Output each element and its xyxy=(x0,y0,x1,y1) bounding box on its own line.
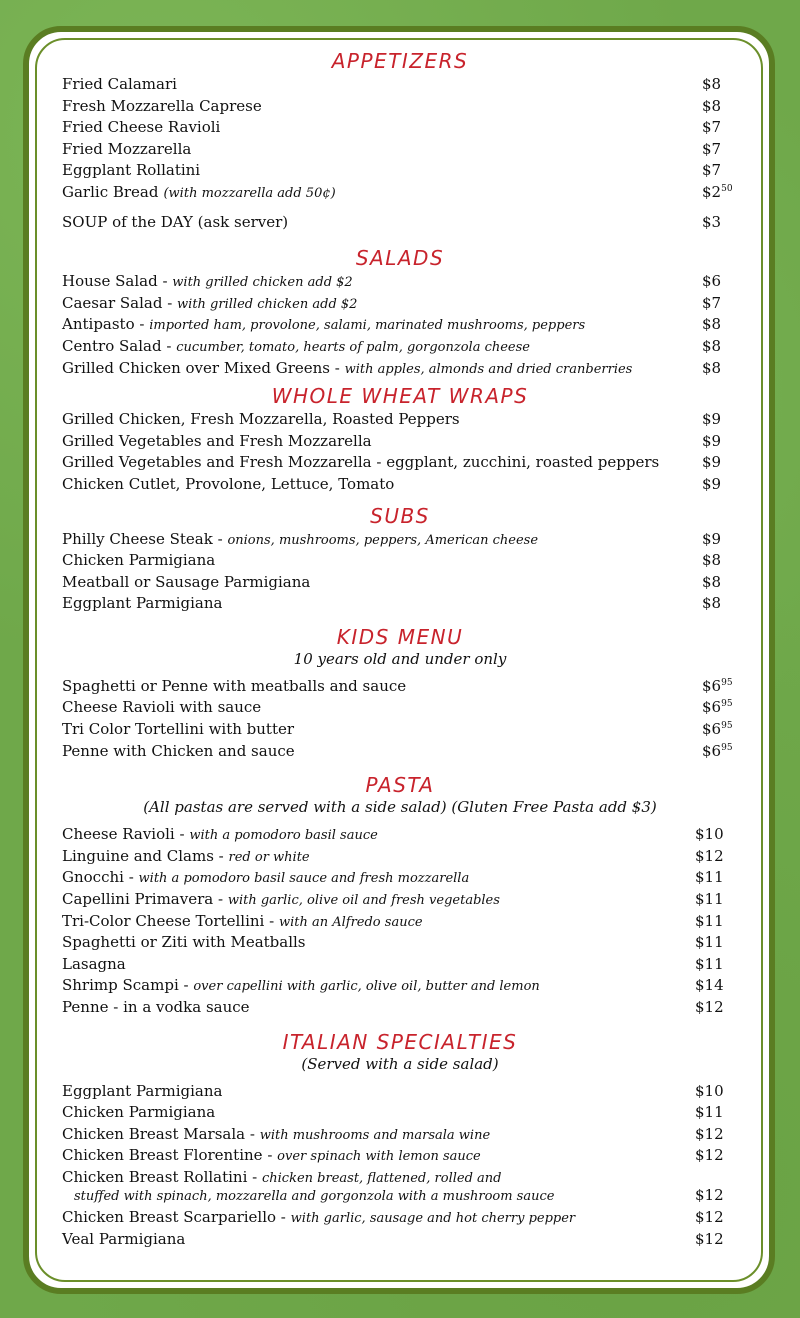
menu-item-description: with garlic, olive oil and fresh vegetables xyxy=(227,893,500,909)
menu-item-price xyxy=(695,1145,738,1167)
appetizers-heading: APPETIZERS xyxy=(331,49,469,73)
menu-item-name: Penne with Chicken and sauce xyxy=(62,741,295,760)
menu-item-price-value: $10 xyxy=(695,825,724,844)
menu-item-price xyxy=(695,932,738,954)
menu-item-price-value: $12 xyxy=(695,1185,724,1204)
menu-item-price xyxy=(702,593,738,615)
menu-item-price-value: $7 xyxy=(702,118,722,137)
menu-item-description: with an Alfredo sauce xyxy=(278,914,423,930)
menu-item-price-value: $11 xyxy=(695,868,724,887)
menu-item-row xyxy=(62,1102,738,1124)
menu-item-price xyxy=(702,117,738,139)
menu-item-row xyxy=(62,997,738,1019)
menu-item-row xyxy=(62,846,738,868)
menu-item-price-cents: 95 xyxy=(721,742,733,753)
menu-item-row xyxy=(62,911,738,933)
menu-item-name: Chicken Breast Rollatini - xyxy=(62,1167,262,1186)
menu-item-price-value: $9 xyxy=(702,529,722,548)
menu-item-description: chicken breast, flattened, rolled and xyxy=(262,1170,502,1186)
menu-item-name: Meatball or Sausage Parmigiana xyxy=(62,572,311,591)
menu-item-description: with grilled chicken add $2 xyxy=(177,296,358,312)
menu-item-name: Centro Salad - xyxy=(62,336,177,355)
menu-item-description: with grilled chicken add $2 xyxy=(172,275,353,291)
menu-item-row xyxy=(62,1145,738,1167)
menu-item-price xyxy=(702,697,738,719)
menu-item-name: Antipasto - xyxy=(62,315,150,334)
menu-item-row xyxy=(62,431,738,453)
menu-item-price-cents: 95 xyxy=(721,721,733,732)
menu-item-row xyxy=(62,593,738,615)
menu-item-row xyxy=(62,867,738,889)
menu-item-row xyxy=(62,697,738,719)
menu-item-price-value: $12 xyxy=(695,1229,724,1248)
menu-item-name: Chicken Breast Scarpariello - xyxy=(62,1207,291,1226)
menu-item-price-value: $6 xyxy=(702,741,722,760)
menu-item-name: Caesar Salad - xyxy=(62,293,178,312)
menu-item-price-value: $11 xyxy=(695,1103,724,1122)
menu-item-price xyxy=(702,96,738,118)
menu-item-price-value: $9 xyxy=(702,474,722,493)
menu-item-price xyxy=(695,1229,738,1251)
menu-content xyxy=(62,48,738,1250)
menu-item-price xyxy=(695,1102,738,1124)
menu-item-price-value: $8 xyxy=(702,572,722,591)
menu-item-price xyxy=(702,676,738,698)
menu-item-price-value: $12 xyxy=(695,846,724,865)
menu-item-row xyxy=(62,932,738,954)
menu-item-description: onions, mushrooms, peppers, American cheese xyxy=(227,532,539,548)
menu-item-price xyxy=(702,572,738,594)
menu-item-price-value: $11 xyxy=(695,890,724,909)
menu-item-price xyxy=(695,954,738,976)
menu-item-price-value: $11 xyxy=(695,954,724,973)
menu-item-row xyxy=(62,117,738,139)
menu-item-price xyxy=(702,271,738,293)
menu-item-row xyxy=(62,719,738,741)
menu-item-price-value: $6 xyxy=(702,698,722,717)
menu-item-price-value: $8 xyxy=(702,315,722,334)
menu-item-name: Cheese Ravioli - xyxy=(62,825,190,844)
menu-item-name: Veal Parmigiana xyxy=(62,1229,186,1248)
menu-item-name: Garlic Bread xyxy=(62,182,159,201)
menu-item-row xyxy=(62,676,738,698)
specialties-subtitle: (Served with a side salad) xyxy=(301,1054,499,1073)
menu-item-price xyxy=(702,139,738,161)
menu-item-row xyxy=(62,74,738,96)
menu-item-price-value: $8 xyxy=(702,75,722,93)
menu-item-row xyxy=(62,529,738,551)
wraps-section xyxy=(62,383,738,495)
menu-item-description: cucumber, tomato, hearts of palm, gorgonzola cheese xyxy=(176,339,530,355)
soup-name: SOUP of the DAY (ask server) xyxy=(62,212,289,231)
menu-item-price-value: $7 xyxy=(702,293,722,312)
specialties-list xyxy=(62,1081,738,1251)
menu-item-price xyxy=(695,889,738,911)
pasta-subtitle: (All pastas are served with a side salad) (Gluten Free Pasta add $3) xyxy=(143,798,657,817)
menu-item-name: Chicken Breast Marsala - xyxy=(62,1124,260,1143)
menu-item-row xyxy=(62,96,738,118)
menu-item-row xyxy=(62,139,738,161)
menu-item-price xyxy=(702,719,738,741)
menu-item-name: Eggplant Parmigiana xyxy=(62,1081,223,1100)
menu-item-price-value: $12 xyxy=(695,1207,724,1226)
menu-item-price xyxy=(702,474,738,496)
menu-item-row xyxy=(62,336,738,358)
menu-item-price-value: $6 xyxy=(702,720,722,739)
menu-item-name: Grilled Vegetables and Fresh Mozzarella - eggplant, zucchini, roasted peppers xyxy=(62,453,660,472)
menu-item-name: Tri Color Tortellini with butter xyxy=(62,720,295,739)
soup-price: $3 xyxy=(702,212,722,231)
salads-heading: SALADS xyxy=(355,246,445,271)
menu-item-price-value: $14 xyxy=(695,976,724,995)
menu-item-price xyxy=(702,74,738,96)
menu-item-name: Gnocchi - xyxy=(62,868,139,887)
menu-item-name: Fried Mozzarella xyxy=(62,139,192,158)
menu-item-price-cents: 95 xyxy=(721,699,733,710)
menu-item-price-value: $8 xyxy=(702,358,722,377)
menu-item-name: Fried Calamari xyxy=(62,75,177,93)
menu-item-row xyxy=(62,409,738,431)
menu-item-price xyxy=(695,1081,738,1103)
pasta-heading: PASTA xyxy=(365,773,435,798)
pasta-section xyxy=(62,772,738,1018)
menu-item-description: with mushrooms and marsala wine xyxy=(259,1127,491,1143)
menu-item-price xyxy=(702,160,738,182)
menu-item-price xyxy=(702,409,738,431)
menu-item-row xyxy=(62,824,738,846)
menu-item-row xyxy=(62,889,738,911)
menu-item-price xyxy=(702,336,738,358)
menu-item-price xyxy=(695,911,738,933)
menu-item-name: Chicken Breast Florentine - xyxy=(62,1146,278,1165)
menu-item-name: Grilled Chicken, Fresh Mozzarella, Roasted Peppers xyxy=(62,410,460,429)
menu-item-description: with apples, almonds and dried cranberries xyxy=(344,361,633,377)
menu-item-name: Spaghetti or Penne with meatballs and sauce xyxy=(62,676,407,695)
menu-item-row xyxy=(62,1081,738,1103)
menu-item-price xyxy=(695,1207,738,1229)
menu-item-description: imported ham, provolone, salami, marinated mushrooms, peppers xyxy=(149,318,586,334)
menu-item-name: Shrimp Scampi - xyxy=(62,976,194,995)
menu-item-row xyxy=(62,550,738,572)
menu-item-name: Chicken Cutlet, Provolone, Lettuce, Tomato xyxy=(62,474,395,493)
wraps-list xyxy=(62,409,738,495)
menu-item-price xyxy=(695,867,738,889)
menu-item-price xyxy=(695,846,738,868)
menu-item-row xyxy=(62,741,738,763)
menu-item-price xyxy=(702,741,738,763)
soup-row xyxy=(62,212,738,234)
menu-item-row xyxy=(62,975,738,997)
specialties-section xyxy=(62,1029,738,1251)
menu-item-price xyxy=(702,293,738,315)
menu-item-price xyxy=(702,182,738,204)
menu-item-price-value: $6 xyxy=(702,272,722,291)
menu-item-price-value: $6 xyxy=(702,676,722,695)
kids-section xyxy=(62,624,738,762)
menu-item-name: Chicken Parmigiana xyxy=(62,1103,216,1122)
subs-heading: SUBS xyxy=(370,503,430,528)
menu-item-row xyxy=(62,271,738,293)
appetizers-section xyxy=(62,48,738,233)
menu-item-price-value: $2 xyxy=(702,182,722,201)
menu-item-description: with a pomodoro basil sauce xyxy=(189,828,378,844)
menu-item-row xyxy=(62,293,738,315)
salads-list xyxy=(62,271,738,379)
menu-item-row xyxy=(62,572,738,594)
menu-item-row xyxy=(62,1229,738,1251)
menu-item-price xyxy=(695,997,738,1019)
menu-item-price xyxy=(695,1124,738,1146)
salads-section xyxy=(62,245,738,379)
menu-item-name: Chicken Parmigiana xyxy=(62,551,216,570)
menu-item-price-value: $12 xyxy=(695,1124,724,1143)
menu-item-price-cents: 95 xyxy=(721,677,733,688)
menu-item-name: Cheese Ravioli with sauce xyxy=(62,698,262,717)
pasta-list xyxy=(62,824,738,1018)
menu-item-price-value: $11 xyxy=(695,911,724,930)
menu-item-name: Philly Cheese Steak - xyxy=(62,529,228,548)
menu-item-name: Capellini Primavera - xyxy=(62,890,228,909)
menu-item-name: Spaghetti or Ziti with Meatballs xyxy=(62,933,306,952)
menu-item-row xyxy=(62,452,738,474)
specialties-heading: ITALIAN SPECIALTIES xyxy=(282,1029,518,1054)
menu-item-name: Penne - in a vodka sauce xyxy=(62,998,250,1016)
menu-item-price-value: $8 xyxy=(702,594,722,613)
menu-item-row xyxy=(62,1124,738,1146)
menu-item-row xyxy=(62,1167,738,1207)
menu-item-row xyxy=(62,358,738,380)
menu-item-row xyxy=(62,954,738,976)
menu-item-name: Eggplant Parmigiana xyxy=(62,594,223,613)
menu-item-price xyxy=(695,975,738,997)
kids-list xyxy=(62,676,738,762)
menu-item-name: House Salad - xyxy=(62,272,173,291)
menu-item-price-value: $7 xyxy=(702,161,722,180)
menu-item-name: Tri-Color Cheese Tortellini - xyxy=(62,911,279,930)
menu-item-description: with garlic, sausage and hot cherry pepper xyxy=(290,1210,576,1226)
subs-list xyxy=(62,529,738,615)
menu-item-name: Fried Cheese Ravioli xyxy=(62,118,221,137)
menu-item-price xyxy=(702,314,738,336)
menu-item-price xyxy=(695,1185,738,1207)
menu-item-name: Grilled Chicken over Mixed Greens - xyxy=(62,358,345,377)
menu-item-row xyxy=(62,182,738,204)
menu-item-description-line2: stuffed with spinach, mozzarella and gorgonzola with a mushroom sauce xyxy=(74,1188,555,1204)
menu-item-price-value: $11 xyxy=(695,933,724,952)
menu-item-description: (with mozzarella add 50¢) xyxy=(163,185,336,201)
menu-item-price-value: $8 xyxy=(702,551,722,570)
appetizers-list xyxy=(62,74,738,204)
menu-item-price xyxy=(702,358,738,380)
menu-item-price-value: $8 xyxy=(702,336,722,355)
menu-item-price-value: $9 xyxy=(702,453,722,472)
wraps-heading: WHOLE WHEAT WRAPS xyxy=(271,384,529,409)
kids-subtitle: 10 years old and under only xyxy=(293,649,507,668)
menu-item-price xyxy=(695,824,738,846)
menu-item-name: Eggplant Rollatini xyxy=(62,161,201,180)
menu-item-row xyxy=(62,160,738,182)
subs-section xyxy=(62,503,738,615)
menu-item-name: Linguine and Clams - xyxy=(62,846,229,865)
menu-item-name: Fresh Mozzarella Caprese xyxy=(62,96,262,115)
menu-item-price-value: $12 xyxy=(695,998,724,1016)
menu-item-row xyxy=(62,314,738,336)
menu-item-name: Lasagna xyxy=(62,954,126,973)
menu-item-price-value: $7 xyxy=(702,139,722,158)
menu-item-price-value: $9 xyxy=(702,410,722,429)
menu-item-name: Grilled Vegetables and Fresh Mozzarella xyxy=(62,431,372,450)
menu-item-description: over capellini with garlic, olive oil, butter and lemon xyxy=(193,979,540,995)
kids-heading: KIDS MENU xyxy=(336,624,464,649)
menu-item-price xyxy=(702,431,738,453)
menu-item-price-value: $10 xyxy=(695,1081,724,1100)
menu-item-row xyxy=(62,1207,738,1229)
menu-item-description: over spinach with lemon sauce xyxy=(277,1149,481,1165)
menu-item-price-value: $8 xyxy=(702,96,722,115)
menu-item-price-value: $12 xyxy=(695,1146,724,1165)
menu-item-price xyxy=(702,550,738,572)
menu-item-description: with a pomodoro basil sauce and fresh mozzarella xyxy=(138,871,470,887)
menu-item-description: red or white xyxy=(228,849,310,865)
menu-item-price xyxy=(702,452,738,474)
menu-item-row xyxy=(62,474,738,496)
menu-item-price xyxy=(702,529,738,551)
menu-item-price-cents: 50 xyxy=(721,183,733,194)
menu-item-price-value: $9 xyxy=(702,431,722,450)
